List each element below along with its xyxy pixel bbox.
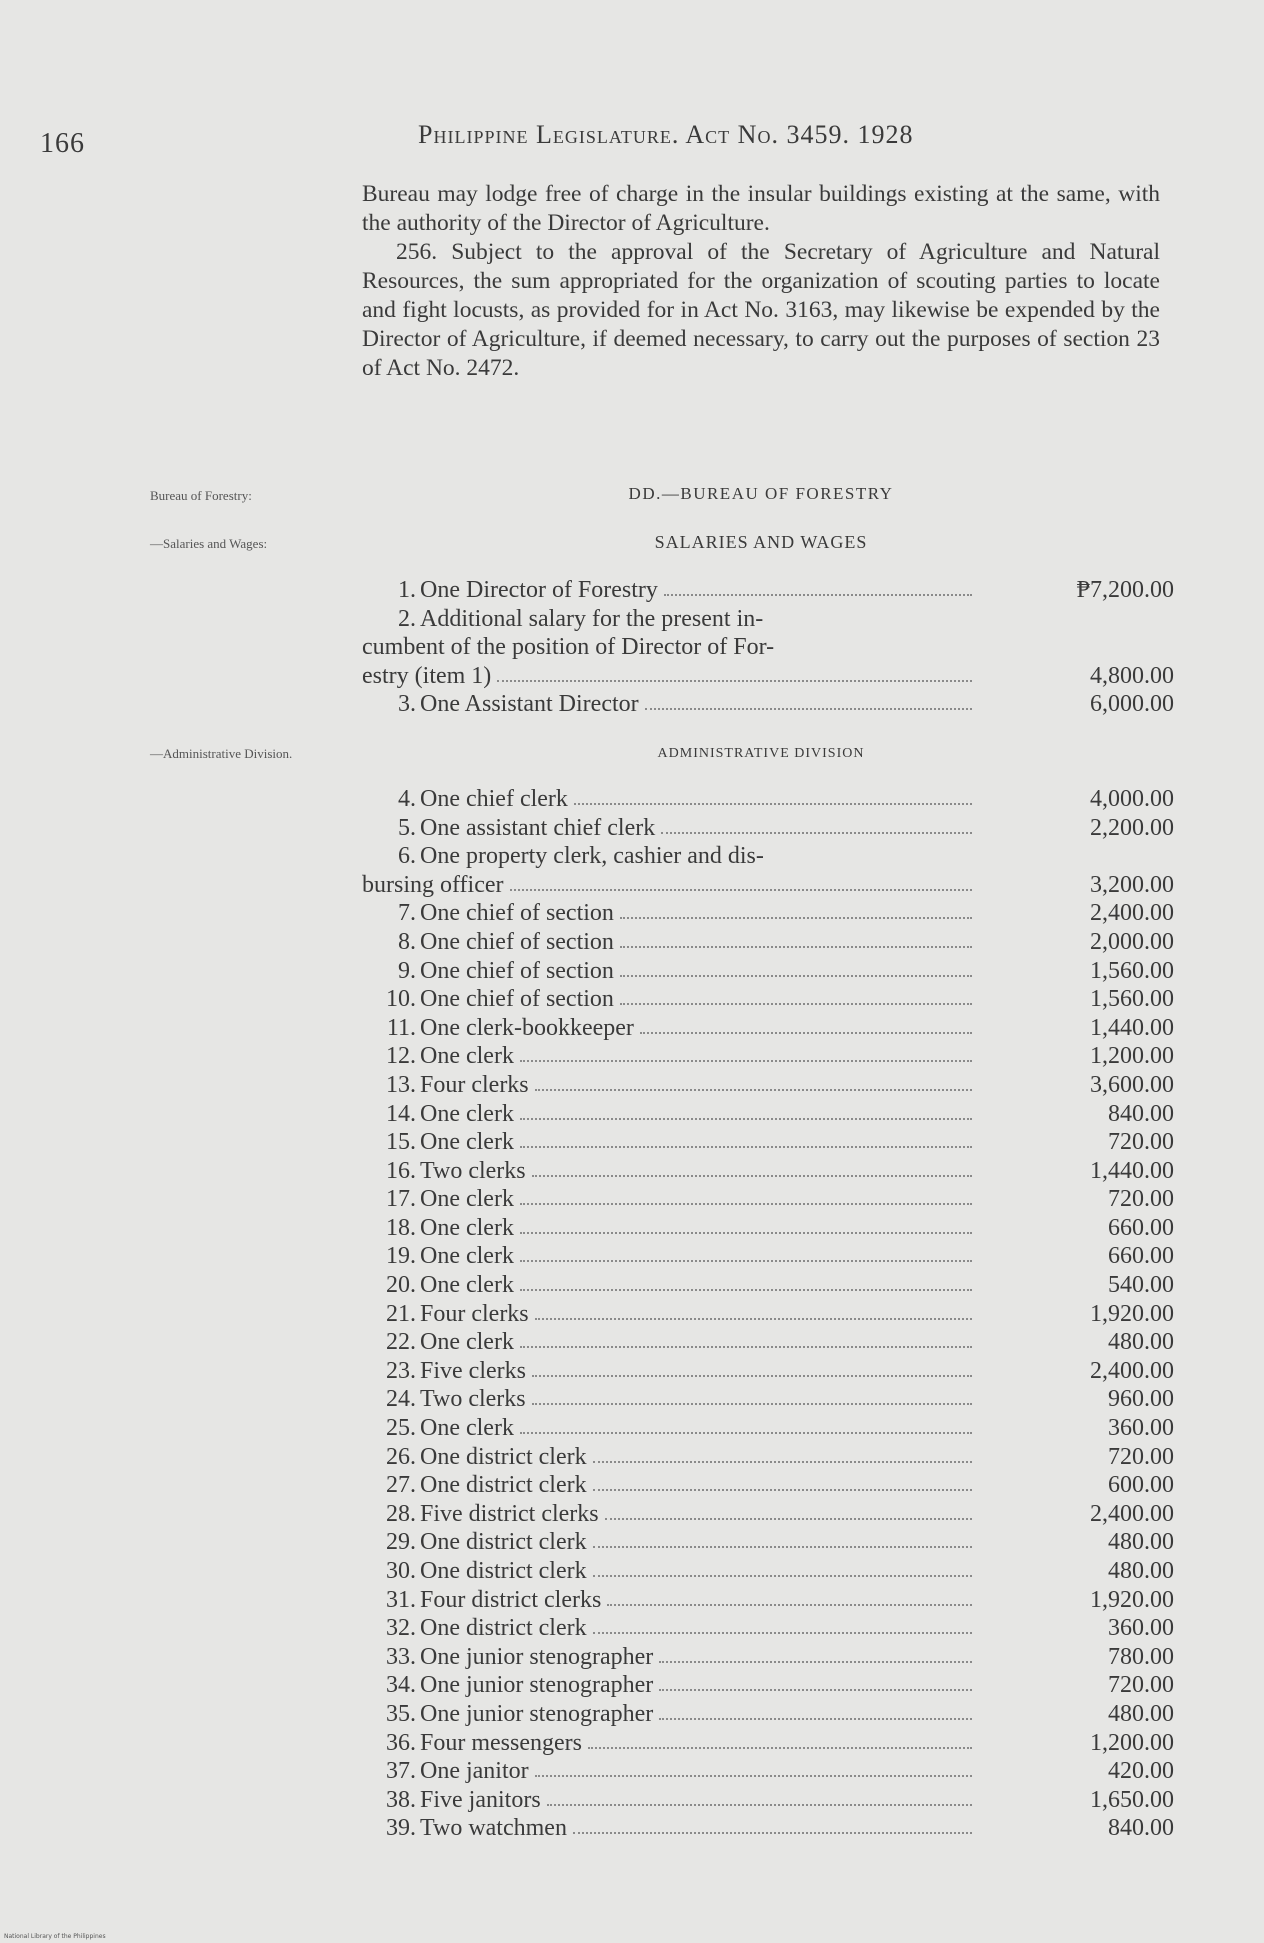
section-title: DD.—BUREAU OF FORESTRY [628, 484, 894, 503]
dot-leader [532, 1175, 972, 1177]
salary-item-row [362, 1786, 1174, 1815]
dot-leader [593, 1546, 972, 1548]
salary-item-row [362, 1071, 1174, 1100]
item-amount: 840.00 [1108, 1815, 1174, 1842]
item-amount: 660.00 [1108, 1214, 1174, 1241]
item-amount: 4,800.00 [1090, 662, 1174, 689]
item-number: 27. [386, 1472, 416, 1499]
item-description [420, 605, 1264, 634]
item-amount: 420.00 [1108, 1758, 1174, 1785]
dot-leader [535, 1089, 972, 1091]
intro-paragraph-2: 256. Subject to the approval of the Secretary of Agriculture and Natural Resources, the sum appropriated for the organization of scouting parties to locate and fight locusts, as provided for in Act No. 3163, may likewise be expended by the Director of Agriculture, if deemed necessary, to carry out the purposes of section 23 of Act No. 2472. [362, 239, 1160, 381]
item-number: 6. [398, 843, 416, 870]
item-description-text: One junior stenographer [420, 1672, 654, 1699]
item-number: 39. [386, 1815, 416, 1842]
item-description-text: Additional salary for the present in- [420, 605, 764, 632]
salary-item-row [362, 928, 1174, 957]
item-description-text: One district clerk [420, 1443, 587, 1470]
item-number: 12. [386, 1043, 416, 1070]
running-head: Philippine Legislature. Act No. 3459. 1928 [418, 120, 914, 149]
item-description-text: Two clerks [420, 1386, 526, 1413]
item-number: 24. [386, 1386, 416, 1413]
item-number: 18. [386, 1214, 416, 1241]
dot-leader [510, 889, 972, 891]
salary-item-row [362, 690, 1174, 719]
item-description-text: Four clerks [420, 1071, 529, 1098]
salaries-heading: SALARIES AND WAGES [654, 532, 868, 552]
dot-leader [520, 1260, 972, 1262]
item-amount: 780.00 [1108, 1643, 1174, 1670]
item-description-text: One chief of section [420, 900, 614, 927]
dot-leader [520, 1146, 972, 1148]
salary-item-row [362, 957, 1174, 986]
item-number: 20. [386, 1272, 416, 1299]
item-amount: 960.00 [1108, 1386, 1174, 1413]
item-description-text: Four messengers [420, 1729, 582, 1756]
intro-paragraph-1: Bureau may lodge free of charge in the insular buildings existing at the same, with the authority of the Director of Agriculture. [362, 181, 1160, 236]
item-amount: 2,400.00 [1090, 1500, 1174, 1527]
item-description-text: One clerk [420, 1243, 514, 1270]
item-description-text: One clerk [420, 1129, 514, 1156]
salary-item-row [362, 576, 1174, 605]
dot-leader [520, 1289, 972, 1291]
item-number: 9. [398, 957, 416, 984]
item-amount: 1,440.00 [1090, 1014, 1174, 1041]
item-amount: 2,200.00 [1090, 814, 1174, 841]
dot-leader [520, 1203, 972, 1205]
item-description-text: One district clerk [420, 1472, 587, 1499]
item-amount: 1,200.00 [1090, 1729, 1174, 1756]
salary-item-row [362, 1814, 1174, 1843]
dot-leader [659, 1718, 972, 1720]
item-amount: ₱7,200.00 [1076, 577, 1174, 603]
dot-leader [588, 1747, 972, 1749]
dot-leader [520, 1060, 972, 1062]
item-number: 36. [386, 1729, 416, 1756]
item-description-text: One junior stenographer [420, 1643, 654, 1670]
salary-item-row [362, 1357, 1174, 1386]
salary-item-row [362, 1614, 1174, 1643]
salary-items-list [362, 576, 1174, 1843]
item-amount: 480.00 [1108, 1329, 1174, 1356]
item-amount: 1,440.00 [1090, 1157, 1174, 1184]
item-description-text: One chief of section [420, 986, 614, 1013]
item-amount: 720.00 [1108, 1186, 1174, 1213]
salary-item-row [362, 1729, 1174, 1758]
item-number: 28. [386, 1500, 416, 1527]
item-number: 32. [386, 1615, 416, 1642]
page-number: 166 [40, 128, 85, 159]
salary-item-row [362, 1185, 1174, 1214]
item-description-text: estry (item 1) [362, 662, 492, 689]
salary-item-row [362, 633, 1174, 662]
item-number: 4. [398, 785, 416, 812]
item-amount: 660.00 [1108, 1243, 1174, 1270]
dot-leader [497, 680, 972, 682]
dot-leader [659, 1689, 972, 1691]
salary-item-row [362, 1271, 1174, 1300]
item-number: 13. [386, 1071, 416, 1098]
salary-item-row [362, 1586, 1174, 1615]
item-description-text: One district clerk [420, 1558, 587, 1584]
item-number: 34. [386, 1672, 416, 1699]
salary-item-row [362, 662, 1174, 691]
dot-leader [645, 708, 972, 710]
item-amount: 720.00 [1108, 1443, 1174, 1470]
item-number: 26. [386, 1443, 416, 1470]
item-number: 33. [386, 1643, 416, 1670]
dot-leader [520, 1118, 972, 1120]
dot-leader [607, 1604, 972, 1606]
dot-leader [605, 1518, 972, 1520]
intro-text [362, 180, 1160, 383]
dot-leader [620, 1003, 972, 1005]
item-description-text: One junior stenographer [420, 1700, 654, 1727]
salary-item-row [362, 1014, 1174, 1043]
item-amount: 540.00 [1108, 1272, 1174, 1299]
item-amount: 480.00 [1108, 1558, 1174, 1584]
margin-note-salaries: —Salaries and Wages: [150, 536, 268, 551]
salary-item-row [362, 1214, 1174, 1243]
salary-item-row [362, 1385, 1174, 1414]
admin-heading: ADMINISTRATIVE DIVISION [657, 746, 865, 761]
salary-item-row [362, 785, 1174, 814]
margin-note-admin: —Administrative Division. [150, 746, 293, 761]
dot-leader [574, 803, 972, 805]
item-amount: 1,560.00 [1090, 986, 1174, 1013]
item-amount: 720.00 [1108, 1672, 1174, 1699]
salary-item-row [362, 1643, 1174, 1672]
item-amount: 480.00 [1108, 1529, 1174, 1556]
item-number: 15. [386, 1129, 416, 1156]
item-amount: 360.00 [1108, 1615, 1174, 1642]
item-number: 25. [386, 1415, 416, 1442]
item-number: 5. [398, 814, 416, 841]
item-number: 10. [386, 986, 416, 1013]
item-amount: 720.00 [1108, 1129, 1174, 1156]
salary-item-row [362, 871, 1174, 900]
salary-item-row [362, 1242, 1174, 1271]
item-amount: 1,650.00 [1090, 1786, 1174, 1813]
item-amount: 1,560.00 [1090, 957, 1174, 984]
item-description-text: One janitor [420, 1758, 529, 1785]
salary-item-row [362, 1528, 1174, 1557]
item-amount: 840.00 [1108, 1100, 1174, 1127]
item-number: 38. [386, 1786, 416, 1813]
salary-item-row [362, 814, 1174, 843]
salary-item-row [362, 1157, 1174, 1186]
item-amount: 1,200.00 [1090, 1043, 1174, 1070]
item-description-text: One clerk-bookkeeper [420, 1014, 634, 1041]
dot-leader [520, 1432, 972, 1434]
item-amount: 2,000.00 [1090, 928, 1174, 955]
item-description-text: One assistant chief clerk [420, 814, 656, 841]
dot-leader [664, 594, 972, 596]
item-description-text: Five janitors [420, 1786, 541, 1813]
dot-leader [593, 1632, 972, 1634]
dot-leader [520, 1346, 972, 1348]
item-number: 35. [386, 1700, 416, 1727]
item-number: 1. [398, 577, 416, 603]
item-amount: 2,400.00 [1090, 1357, 1174, 1384]
item-description-text: Five district clerks [420, 1500, 599, 1527]
dot-leader [573, 1832, 972, 1834]
item-description-text: Five clerks [420, 1357, 526, 1384]
item-description-text: One clerk [420, 1214, 514, 1241]
dot-leader [620, 917, 972, 919]
dot-leader [520, 1232, 972, 1234]
item-description-text: One clerk [420, 1415, 514, 1442]
item-amount: 4,000.00 [1090, 785, 1174, 812]
salary-item-row [362, 605, 1174, 634]
item-number: 23. [386, 1357, 416, 1384]
item-description-text: One Assistant Director [420, 691, 639, 718]
dot-leader [532, 1375, 972, 1377]
item-description-text: Four clerks [420, 1300, 529, 1327]
item-description-text: One clerk [420, 1186, 514, 1213]
item-description-text: One Director of Forestry [420, 577, 658, 603]
item-amount: 360.00 [1108, 1415, 1174, 1442]
item-description-text: One property clerk, cashier and dis- [420, 843, 764, 870]
dot-leader [535, 1318, 972, 1320]
item-description-text: One clerk [420, 1272, 514, 1299]
dot-leader [620, 946, 972, 948]
item-number: 37. [386, 1758, 416, 1785]
item-amount: 600.00 [1108, 1472, 1174, 1499]
dot-leader [547, 1804, 972, 1806]
salary-item-row [362, 1414, 1174, 1443]
salary-item-row [362, 842, 1174, 871]
item-number: 2. [398, 605, 416, 632]
item-number: 11. [386, 1014, 416, 1041]
dot-leader [620, 975, 972, 977]
item-number: 14. [386, 1100, 416, 1127]
item-description [362, 633, 1264, 662]
item-description-text: One clerk [420, 1043, 514, 1070]
item-amount: 1,920.00 [1090, 1300, 1174, 1327]
item-number: 29. [386, 1529, 416, 1556]
dot-leader [532, 1403, 972, 1405]
item-amount: 3,600.00 [1090, 1071, 1174, 1098]
item-number: 31. [386, 1586, 416, 1613]
item-number: 30. [386, 1558, 416, 1584]
item-number: 17. [386, 1186, 416, 1213]
salary-item-row [362, 1700, 1174, 1729]
margin-note-bureau: Bureau of Forestry: [150, 488, 252, 503]
salary-item-row [362, 1671, 1174, 1700]
item-amount: 2,400.00 [1090, 900, 1174, 927]
salary-item-row [362, 1471, 1174, 1500]
item-description-text: One district clerk [420, 1615, 587, 1642]
salary-item-row [362, 1328, 1174, 1357]
salary-item-row [362, 1042, 1174, 1071]
item-description-text: cumbent of the position of Director of For- [362, 634, 775, 661]
dot-leader [593, 1489, 972, 1491]
dot-leader [659, 1661, 972, 1663]
salary-item-row [362, 1128, 1174, 1157]
salary-item-row [362, 1300, 1174, 1329]
item-description-text: One clerk [420, 1100, 514, 1127]
salary-item-row [362, 1500, 1174, 1529]
item-amount: 1,920.00 [1090, 1586, 1174, 1613]
salary-item-row [362, 899, 1174, 928]
item-number: 3. [398, 691, 416, 718]
salary-item-row [362, 1557, 1174, 1586]
salary-item-row [362, 1100, 1174, 1129]
item-number: 8. [398, 928, 416, 955]
item-description-text: One chief clerk [420, 785, 568, 812]
dot-leader [661, 832, 972, 834]
salary-item-row [362, 1443, 1174, 1472]
item-amount: 6,000.00 [1090, 691, 1174, 718]
dot-leader [640, 1032, 972, 1034]
item-description-text: One chief of section [420, 928, 614, 955]
item-number: 22. [386, 1329, 416, 1356]
salary-item-row [362, 985, 1174, 1014]
item-number: 21. [386, 1300, 416, 1327]
item-description-text: One district clerk [420, 1529, 587, 1556]
item-description-text: Two clerks [420, 1157, 526, 1184]
item-description-text: One clerk [420, 1329, 514, 1356]
item-description-text: One chief of section [420, 957, 614, 984]
scan-credit: National Library of the Philippines [4, 1933, 106, 1940]
item-description-text: bursing officer [362, 871, 504, 898]
dot-leader [535, 1775, 972, 1777]
item-number: 16. [386, 1157, 416, 1184]
item-amount: 480.00 [1108, 1700, 1174, 1727]
dot-leader [593, 1575, 972, 1577]
item-number: 7. [398, 900, 416, 927]
item-description-text: Four district clerks [420, 1586, 602, 1613]
dot-leader [593, 1461, 972, 1463]
item-description-text: Two watchmen [420, 1815, 567, 1842]
item-description [420, 842, 1264, 871]
item-amount: 3,200.00 [1090, 871, 1174, 898]
salary-item-row [362, 1757, 1174, 1786]
item-number: 19. [386, 1243, 416, 1270]
